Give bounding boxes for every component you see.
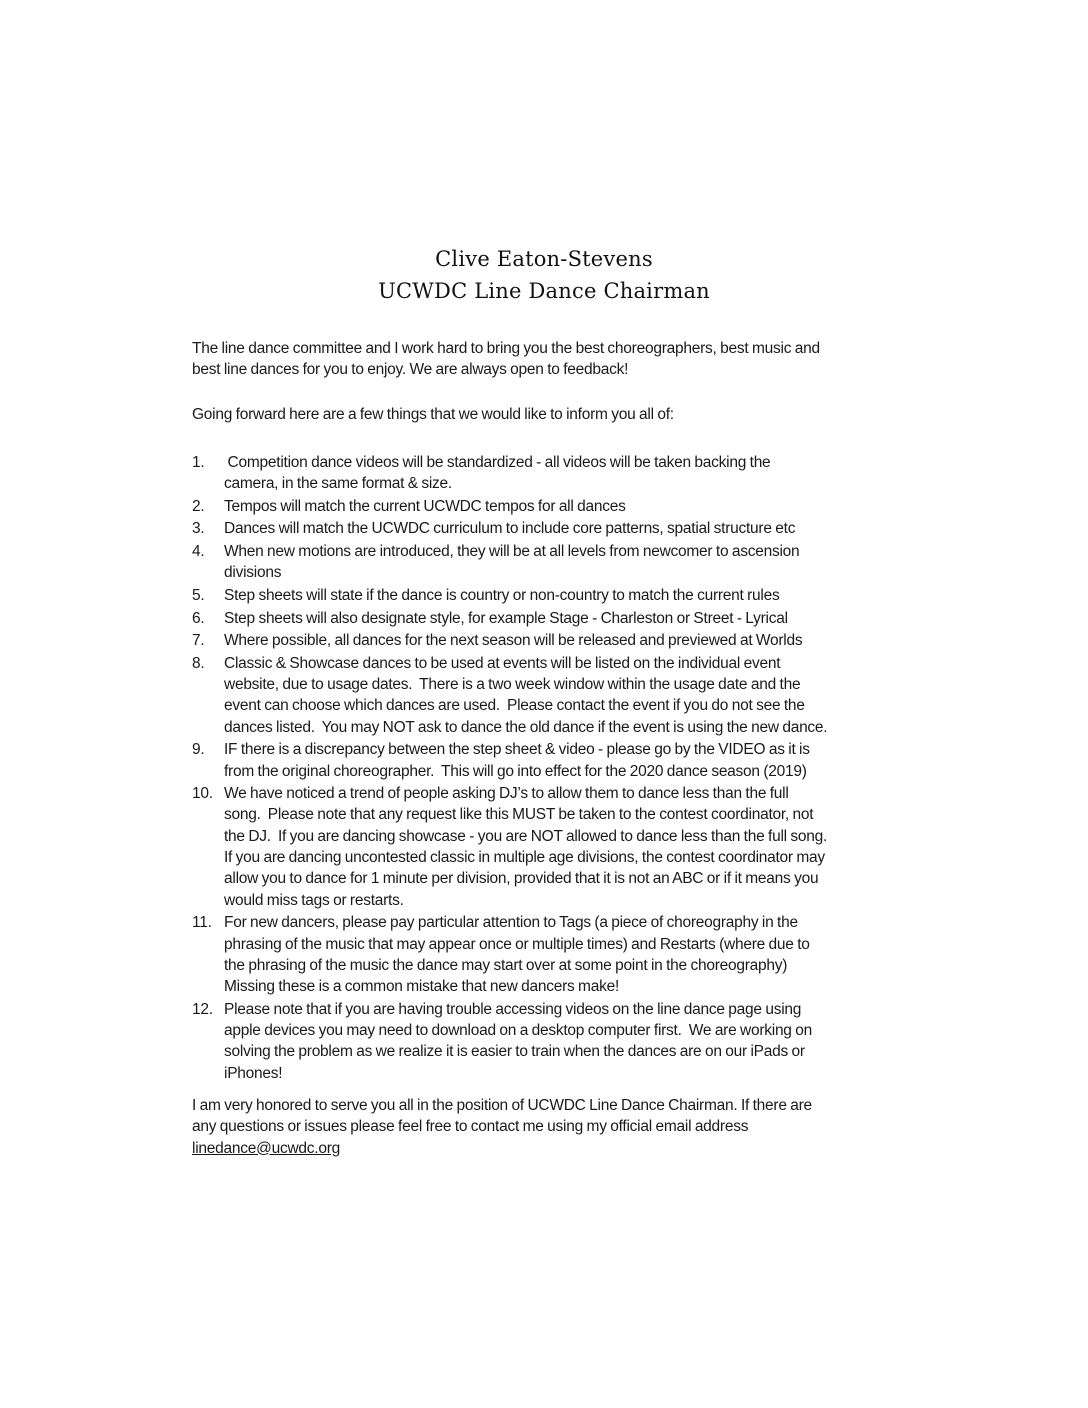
- list-item-number: 7.: [192, 632, 205, 650]
- list-item-line: Step sheets will state if the dance is country or non-country to match the current rules: [224, 586, 780, 604]
- list-item: [192, 912, 902, 997]
- closing-line: I am very honored to serve you all in the position of UCWDC Line Dance Chairman. If there are: [192, 1097, 812, 1114]
- list-item-line: camera, in the same format & size.: [224, 475, 452, 493]
- list-item-number: 1.: [192, 454, 205, 471]
- list-item-line: IF there is a discrepancy between the step sheet & video - please go by the VIDEO as it is: [224, 741, 810, 759]
- forward-paragraph: Going forward here are a few things that we would like to inform you all of:: [192, 406, 674, 423]
- list-item-line: from the original choreographer. This will go into effect for the 2020 dance season (2019): [224, 762, 807, 780]
- list-item-number: 3.: [192, 520, 205, 538]
- list-item: [192, 630, 902, 651]
- list-item-line: If you are dancing uncontested classic in multiple age divisions, the contest coordinator may: [224, 849, 825, 867]
- closing-paragraph: [192, 1095, 902, 1159]
- list-item-line: allow you to dance for 1 minute per division, provided that it is not an ABC or if it means you: [224, 870, 819, 888]
- list-item-line: Classic & Showcase dances to be used at events will be listed on the individual event: [224, 654, 781, 672]
- list-item-number: 8.: [192, 654, 205, 672]
- list-item: [192, 653, 902, 738]
- list-item-number: 12.: [192, 1000, 213, 1018]
- list-item-line: solving the problem as we realize it is easier to train when the dances are on our iPads or: [224, 1043, 805, 1061]
- list-item-line: apple devices you may need to download on a desktop computer first. We are working on: [224, 1021, 812, 1039]
- numbered-list: [192, 452, 902, 1084]
- list-item-number: 2.: [192, 497, 205, 515]
- list-item: [192, 452, 902, 495]
- list-item-line: the phrasing of the music the dance may start over at some point in the choreography): [224, 956, 788, 974]
- list-item-number: 5.: [192, 586, 205, 604]
- list-item-number: 10.: [192, 785, 213, 803]
- list-item-line: song. Please note that any request like this MUST be taken to the contest coordinator, not: [224, 806, 814, 824]
- list-item-line: Tempos will match the current UCWDC tempos for all dances: [224, 497, 626, 515]
- list-item-number: 4.: [192, 543, 205, 561]
- list-item-line: Missing these is a common mistake that new dancers make!: [224, 978, 620, 996]
- list-item-line: divisions: [224, 564, 282, 582]
- list-item: [192, 541, 902, 584]
- list-item: [192, 496, 902, 517]
- email-link[interactable]: linedance@ucwdc.org: [192, 1139, 340, 1157]
- list-item: [192, 739, 902, 782]
- list-item-line: Step sheets will also designate style, for example Stage - Charleston or Street - Lyrical: [224, 609, 788, 627]
- list-item-line: For new dancers, please pay particular attention to Tags (a piece of choreography in the: [224, 914, 798, 932]
- list-item-line: event can choose which dances are used. Please contact the event if you do not see the: [224, 697, 805, 715]
- list-item-line: Competition dance videos will be standardized - all videos will be taken backing the: [224, 454, 771, 471]
- intro-paragraph: [192, 338, 902, 381]
- list-item: [192, 608, 902, 629]
- author-name: Clive Eaton-Stevens: [435, 247, 653, 271]
- list-item-line: would miss tags or restarts.: [224, 891, 404, 909]
- list-item-line: Dances will match the UCWDC curriculum to include core patterns, spatial structure etc: [224, 520, 796, 538]
- list-item-line: When new motions are introduced, they will be at all levels from newcomer to ascension: [224, 543, 800, 561]
- list-item: [192, 585, 902, 606]
- list-item-line: website, due to usage dates. There is a two week window within the usage date and the: [224, 676, 801, 694]
- list-item: [192, 783, 902, 911]
- closing-line: any questions or issues please feel free to contact me using my official email address: [192, 1118, 749, 1136]
- list-item-line: Where possible, all dances for the next season will be released and previewed at Worlds: [224, 632, 803, 650]
- list-item-line: phrasing of the music that may appear once or multiple times) and Restarts (where due to: [224, 935, 810, 953]
- list-item-line: Please note that if you are having trouble accessing videos on the line dance page using: [224, 1000, 802, 1018]
- list-item-line: dances listed. You may NOT ask to dance the old dance if the event is using the new dance.: [224, 718, 828, 736]
- list-item-line: iPhones!: [224, 1064, 283, 1082]
- list-item-number: 11.: [192, 914, 212, 932]
- list-item: [192, 999, 902, 1084]
- list-item-line: We have noticed a trend of people asking DJ’s to allow them to dance less than the full: [224, 785, 789, 803]
- intro-line: The line dance committee and I work hard to bring you the best choreographers, best music and: [192, 340, 820, 357]
- author-title: UCWDC Line Dance Chairman: [378, 279, 710, 303]
- list-item-number: 6.: [192, 609, 205, 627]
- list-item-line: the DJ. If you are dancing showcase - you are NOT allowed to dance less than the full song.: [224, 827, 828, 845]
- list-item-number: 9.: [192, 741, 205, 759]
- list-item: [192, 518, 902, 539]
- intro-line: best line dances for you to enjoy. We are always open to feedback!: [192, 361, 629, 379]
